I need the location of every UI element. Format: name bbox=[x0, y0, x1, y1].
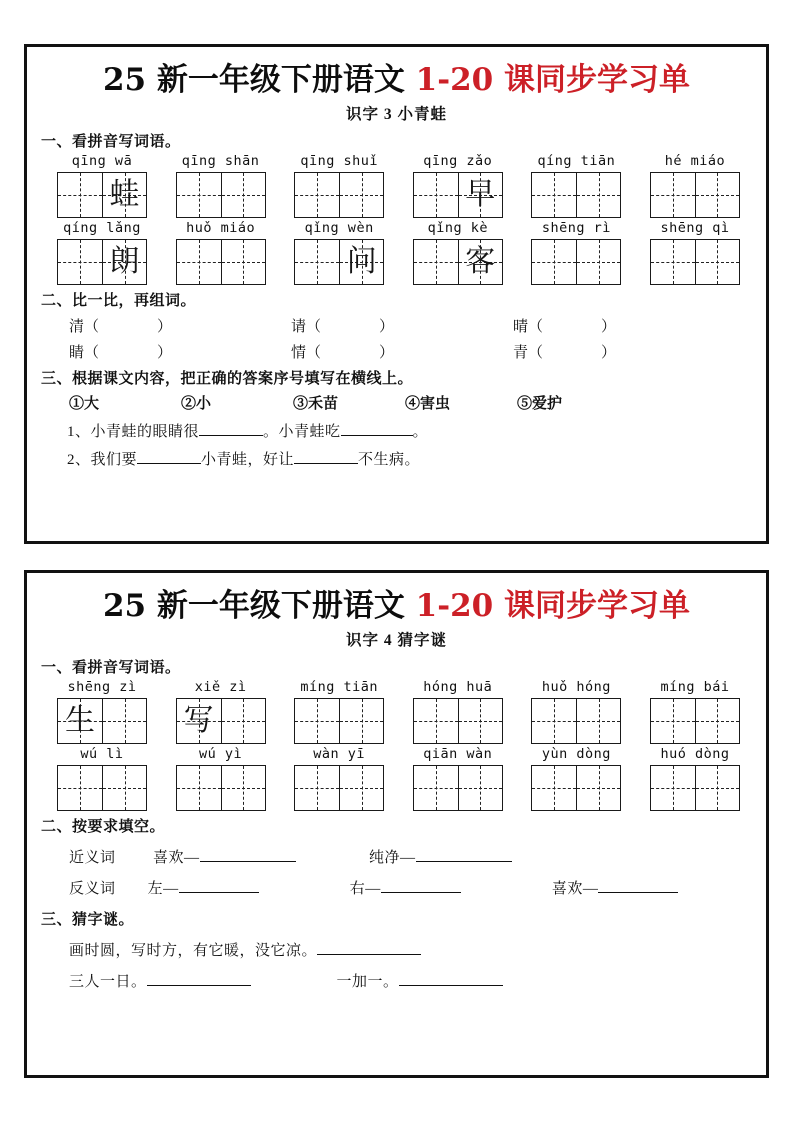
word-unit bbox=[413, 153, 503, 218]
handwritten-character: 生 bbox=[65, 702, 95, 738]
antonym-row bbox=[39, 877, 754, 898]
handwritten-character bbox=[414, 699, 458, 743]
handwritten-character bbox=[340, 766, 383, 810]
handwritten-character bbox=[58, 240, 102, 284]
answer-option[interactable]: ②小 bbox=[181, 395, 212, 412]
handwritten-character bbox=[103, 766, 146, 810]
compare-char: 晴（ bbox=[513, 318, 544, 335]
tianzige-cell[interactable] bbox=[221, 699, 265, 743]
pinyin-word-row bbox=[39, 746, 754, 811]
riddle-text: 三人一日。 bbox=[69, 973, 147, 990]
sentence-part: 小青蛙，好让 bbox=[201, 451, 295, 468]
tianzige-cell[interactable] bbox=[295, 240, 339, 284]
word-unit bbox=[176, 220, 266, 285]
worksheet-subtitle-2: 识字 4 猜字谜 bbox=[345, 631, 447, 649]
worksheet-panel-2 bbox=[24, 570, 769, 1078]
tianzige-cell[interactable] bbox=[576, 699, 620, 743]
compare-item[interactable] bbox=[291, 315, 513, 336]
tianzige-cell[interactable] bbox=[58, 173, 102, 217]
pinyin-label: hóng huā bbox=[423, 678, 493, 695]
tianzige-grid[interactable] bbox=[650, 698, 740, 744]
tianzige-grid[interactable] bbox=[57, 765, 147, 811]
tianzige-cell[interactable] bbox=[414, 699, 458, 743]
antonym-item bbox=[350, 877, 552, 898]
riddle-text: 画时圆，写时方，有它暖，没它凉。 bbox=[69, 942, 318, 959]
handwritten-character: 朗 bbox=[109, 243, 140, 279]
compare-close-paren: ） bbox=[157, 344, 173, 361]
answer-blank[interactable] bbox=[598, 892, 678, 893]
handwritten-character bbox=[222, 240, 265, 284]
handwritten-character bbox=[696, 766, 739, 810]
word-unit bbox=[531, 220, 621, 285]
prompt-word: 喜欢— bbox=[153, 849, 200, 866]
tianzige-cell[interactable] bbox=[102, 766, 146, 810]
answer-blank[interactable] bbox=[381, 892, 461, 893]
handwritten-character bbox=[414, 766, 458, 810]
tianzige-cell[interactable] bbox=[532, 699, 576, 743]
pinyin-label: huó dòng bbox=[660, 745, 730, 762]
tianzige-grid[interactable] bbox=[531, 765, 621, 811]
pinyin-label: míng tiān bbox=[300, 678, 379, 695]
compare-item[interactable] bbox=[69, 315, 291, 336]
synonym-row bbox=[39, 846, 754, 867]
compare-item[interactable] bbox=[291, 341, 513, 362]
section-heading-2-3: 三、猜字谜。 bbox=[41, 911, 135, 928]
handwritten-character bbox=[103, 699, 146, 743]
pinyin-label: qīng wā bbox=[71, 152, 133, 169]
answer-option[interactable]: ④害虫 bbox=[405, 395, 451, 412]
pinyin-label: shēng zì bbox=[67, 678, 137, 695]
compare-close-paren: ） bbox=[157, 318, 173, 335]
handwritten-character bbox=[295, 699, 339, 743]
word-unit bbox=[413, 679, 503, 744]
riddle-second-group bbox=[337, 970, 503, 991]
handwritten-character bbox=[577, 699, 620, 743]
tianzige-grid[interactable] bbox=[413, 698, 503, 744]
word-unit bbox=[176, 679, 266, 744]
handwritten-character bbox=[459, 699, 502, 743]
tianzige-cell[interactable] bbox=[576, 173, 620, 217]
word-unit bbox=[57, 153, 147, 218]
prompt-word: 纯净— bbox=[369, 849, 416, 866]
pinyin-label: qǐng kè bbox=[427, 219, 488, 236]
section-heading-1-1: 一、看拼音写词语。 bbox=[41, 133, 181, 150]
handwritten-character bbox=[177, 173, 221, 217]
word-unit bbox=[294, 679, 384, 744]
section-heading-2-2: 二、按要求填空。 bbox=[41, 818, 166, 835]
answer-blank[interactable] bbox=[399, 985, 503, 986]
tianzige-cell[interactable] bbox=[651, 240, 695, 284]
antonym-item bbox=[148, 877, 350, 898]
answer-blank[interactable] bbox=[137, 463, 201, 464]
pinyin-label: qīng shuǐ bbox=[300, 152, 379, 169]
answer-option[interactable]: ③禾苗 bbox=[293, 395, 339, 412]
tianzige-cell[interactable] bbox=[651, 173, 695, 217]
word-unit bbox=[294, 220, 384, 285]
answer-blank[interactable] bbox=[199, 435, 263, 436]
compare-char: 清（ bbox=[69, 318, 100, 335]
tianzige-grid[interactable] bbox=[531, 698, 621, 744]
handwritten-character bbox=[651, 699, 695, 743]
worksheet-title-1 bbox=[39, 63, 754, 98]
tianzige-cell[interactable] bbox=[576, 766, 620, 810]
compare-item[interactable] bbox=[513, 341, 735, 362]
tianzige-cell[interactable] bbox=[414, 766, 458, 810]
section-heading-1-2: 二、比一比，再组词。 bbox=[41, 292, 197, 309]
handwritten-character bbox=[651, 240, 695, 284]
tianzige-cell[interactable] bbox=[651, 766, 695, 810]
compare-item[interactable] bbox=[513, 315, 735, 336]
synonym-item bbox=[153, 846, 369, 867]
antonym-item bbox=[552, 877, 754, 898]
compare-close-paren: ） bbox=[379, 344, 395, 361]
tianzige-cell[interactable] bbox=[458, 240, 502, 284]
handwritten-character bbox=[340, 173, 383, 217]
tianzige-grid[interactable] bbox=[176, 698, 266, 744]
pinyin-label: qíng lǎng bbox=[63, 219, 141, 236]
prompt-word: 喜欢— bbox=[551, 880, 599, 897]
tianzige-cell[interactable] bbox=[532, 240, 576, 284]
handwritten-character bbox=[295, 240, 339, 284]
word-unit bbox=[294, 746, 384, 811]
word-unit bbox=[57, 220, 147, 285]
tianzige-cell[interactable] bbox=[177, 240, 221, 284]
tianzige-grid[interactable] bbox=[57, 698, 147, 744]
word-unit bbox=[57, 679, 147, 744]
tianzige-grid[interactable] bbox=[294, 172, 384, 218]
tianzige-cell[interactable] bbox=[221, 173, 265, 217]
tianzige-cell[interactable] bbox=[295, 173, 339, 217]
handwritten-character bbox=[295, 173, 339, 217]
handwritten-character bbox=[577, 766, 620, 810]
tianzige-cell[interactable] bbox=[102, 699, 146, 743]
tianzige-cell[interactable] bbox=[58, 766, 102, 810]
tianzige-grid[interactable] bbox=[57, 239, 147, 285]
pinyin-label: wú lì bbox=[80, 745, 124, 762]
tianzige-grid[interactable] bbox=[650, 765, 740, 811]
tianzige-cell[interactable] bbox=[651, 699, 695, 743]
tianzige-cell[interactable] bbox=[695, 766, 739, 810]
pinyin-label: shēng qì bbox=[660, 219, 730, 236]
compare-char: 睛（ bbox=[69, 344, 100, 361]
answer-blank[interactable] bbox=[416, 861, 512, 862]
worksheet-title-red-2: 1-20 课同步学习单 bbox=[415, 588, 691, 624]
antonym-label: 反义词 bbox=[69, 880, 116, 897]
handwritten-character bbox=[532, 173, 576, 217]
pinyin-word-row bbox=[39, 679, 754, 744]
tianzige-grid[interactable] bbox=[57, 172, 147, 218]
pinyin-label: qiān wàn bbox=[423, 745, 493, 762]
answer-blank[interactable] bbox=[317, 954, 421, 955]
tianzige-cell[interactable] bbox=[414, 173, 458, 217]
synonym-item bbox=[369, 846, 585, 867]
worksheet-title-red-1: 1-20 课同步学习单 bbox=[415, 62, 691, 98]
tianzige-grid[interactable] bbox=[531, 239, 621, 285]
tianzige-grid[interactable] bbox=[176, 765, 266, 811]
handwritten-character bbox=[459, 766, 502, 810]
tianzige-grid[interactable] bbox=[294, 765, 384, 811]
tianzige-cell[interactable] bbox=[102, 240, 146, 284]
tianzige-cell[interactable] bbox=[102, 173, 146, 217]
fill-in-sentence bbox=[39, 448, 754, 469]
handwritten-character bbox=[651, 173, 695, 217]
fill-in-sentence bbox=[39, 420, 754, 441]
tianzige-cell[interactable] bbox=[339, 766, 383, 810]
handwritten-character bbox=[340, 699, 383, 743]
tianzige-cell[interactable] bbox=[221, 240, 265, 284]
word-unit bbox=[57, 746, 147, 811]
prompt-word: 左— bbox=[147, 880, 179, 897]
tianzige-grid[interactable] bbox=[176, 172, 266, 218]
tianzige-cell[interactable] bbox=[532, 173, 576, 217]
tianzige-grid[interactable] bbox=[650, 239, 740, 285]
tianzige-cell[interactable] bbox=[177, 766, 221, 810]
handwritten-character: 写 bbox=[183, 702, 214, 738]
tianzige-grid[interactable] bbox=[413, 172, 503, 218]
tianzige-cell[interactable] bbox=[295, 766, 339, 810]
worksheet-title-black-1: 25 新一年级下册语文 bbox=[102, 62, 416, 98]
riddle-text: 一加一。 bbox=[336, 973, 399, 990]
tianzige-cell[interactable] bbox=[295, 699, 339, 743]
handwritten-character: 蛙 bbox=[109, 176, 140, 212]
compare-word-row bbox=[39, 341, 754, 362]
pinyin-label: wàn yī bbox=[313, 745, 366, 762]
handwritten-character bbox=[414, 173, 458, 217]
tianzige-cell[interactable] bbox=[339, 240, 383, 284]
word-unit bbox=[413, 220, 503, 285]
tianzige-cell[interactable] bbox=[695, 173, 739, 217]
handwritten-character bbox=[696, 699, 739, 743]
word-unit bbox=[650, 153, 740, 218]
tianzige-cell[interactable] bbox=[458, 766, 502, 810]
tianzige-grid[interactable] bbox=[294, 698, 384, 744]
handwritten-character bbox=[532, 240, 576, 284]
section-heading-1-3: 三、根据课文内容，把正确的答案序号填写在横线上。 bbox=[41, 370, 414, 387]
pinyin-label: hé miáo bbox=[664, 152, 726, 169]
compare-word-row bbox=[39, 315, 754, 336]
handwritten-character: 问 bbox=[346, 243, 377, 279]
word-unit bbox=[531, 679, 621, 744]
pinyin-label: míng bái bbox=[660, 678, 730, 695]
synonym-label: 近义词 bbox=[69, 849, 116, 866]
word-unit bbox=[531, 153, 621, 218]
tianzige-grid[interactable] bbox=[413, 765, 503, 811]
tianzige-cell[interactable] bbox=[58, 699, 102, 743]
tianzige-grid[interactable] bbox=[176, 239, 266, 285]
answer-blank[interactable] bbox=[147, 985, 251, 986]
riddle-line bbox=[39, 939, 754, 960]
sentence-part: 。 bbox=[412, 423, 429, 440]
answer-option[interactable]: ①大 bbox=[69, 395, 100, 412]
word-unit bbox=[176, 746, 266, 811]
handwritten-character bbox=[222, 766, 265, 810]
handwritten-character bbox=[651, 766, 695, 810]
tianzige-cell[interactable] bbox=[576, 240, 620, 284]
prompt-word: 右— bbox=[349, 880, 381, 897]
handwritten-character bbox=[577, 173, 620, 217]
compare-char: 情（ bbox=[291, 344, 322, 361]
tianzige-cell[interactable] bbox=[58, 240, 102, 284]
tianzige-grid[interactable] bbox=[294, 239, 384, 285]
compare-char: 请（ bbox=[291, 318, 322, 335]
sentence-part: 2、我们要 bbox=[67, 451, 138, 468]
tianzige-cell[interactable] bbox=[414, 240, 458, 284]
tianzige-cell[interactable] bbox=[177, 699, 221, 743]
pinyin-label: huǒ hóng bbox=[541, 678, 611, 695]
pinyin-label: xiě zì bbox=[194, 678, 247, 695]
tianzige-grid[interactable] bbox=[413, 239, 503, 285]
pinyin-label: qíng tiān bbox=[537, 152, 616, 169]
pinyin-label: qǐng wèn bbox=[304, 219, 374, 236]
sentence-part: 不生病。 bbox=[358, 451, 421, 468]
word-unit bbox=[531, 746, 621, 811]
handwritten-character bbox=[414, 240, 458, 284]
pinyin-label: wú yì bbox=[199, 745, 243, 762]
tianzige-cell[interactable] bbox=[339, 173, 383, 217]
riddle-line bbox=[39, 970, 754, 991]
tianzige-grid[interactable] bbox=[531, 172, 621, 218]
word-unit bbox=[650, 679, 740, 744]
handwritten-character bbox=[532, 699, 576, 743]
worksheet-subtitle-1: 识字 3 小青蛙 bbox=[345, 105, 447, 123]
compare-item[interactable] bbox=[69, 341, 291, 362]
word-unit bbox=[650, 746, 740, 811]
tianzige-cell[interactable] bbox=[695, 240, 739, 284]
word-unit bbox=[294, 153, 384, 218]
handwritten-character: 客 bbox=[465, 243, 496, 279]
word-unit bbox=[413, 746, 503, 811]
pinyin-label: shēng rì bbox=[541, 219, 611, 236]
tianzige-cell[interactable] bbox=[695, 699, 739, 743]
section-heading-2-1: 一、看拼音写词语。 bbox=[41, 659, 181, 676]
compare-char: 青（ bbox=[513, 344, 544, 361]
answer-blank[interactable] bbox=[200, 861, 296, 862]
handwritten-character bbox=[177, 766, 221, 810]
worksheet-title-black-2: 25 新一年级下册语文 bbox=[102, 588, 416, 624]
worksheet-panel-1 bbox=[24, 44, 769, 544]
sentence-part: 1、小青蛙的眼睛很 bbox=[67, 423, 200, 440]
answer-blank[interactable] bbox=[294, 463, 358, 464]
handwritten-character bbox=[58, 766, 102, 810]
compare-close-paren: ） bbox=[379, 318, 395, 335]
answer-blank[interactable] bbox=[341, 435, 413, 436]
handwritten-character bbox=[577, 240, 620, 284]
worksheet-title-2 bbox=[39, 589, 754, 624]
handwritten-character bbox=[532, 766, 576, 810]
word-unit bbox=[176, 153, 266, 218]
pinyin-label: qīng zǎo bbox=[423, 152, 493, 169]
pinyin-word-row bbox=[39, 153, 754, 218]
sentence-part: 。小青蛙吃 bbox=[263, 423, 341, 440]
handwritten-character bbox=[696, 173, 739, 217]
handwritten-character bbox=[222, 173, 265, 217]
tianzige-cell[interactable] bbox=[339, 699, 383, 743]
answer-options-row bbox=[39, 392, 754, 413]
handwritten-character bbox=[222, 699, 265, 743]
handwritten-character bbox=[177, 240, 221, 284]
pinyin-word-row bbox=[39, 220, 754, 285]
handwritten-character bbox=[58, 173, 102, 217]
tianzige-cell[interactable] bbox=[177, 173, 221, 217]
tianzige-grid[interactable] bbox=[650, 172, 740, 218]
handwritten-character bbox=[696, 240, 739, 284]
handwritten-character: 早 bbox=[465, 176, 496, 212]
tianzige-cell[interactable] bbox=[221, 766, 265, 810]
tianzige-cell[interactable] bbox=[458, 699, 502, 743]
word-unit bbox=[650, 220, 740, 285]
answer-option[interactable]: ⑤爱护 bbox=[517, 395, 563, 412]
handwritten-character bbox=[295, 766, 339, 810]
compare-close-paren: ） bbox=[601, 318, 617, 335]
tianzige-cell[interactable] bbox=[532, 766, 576, 810]
pinyin-label: yùn dòng bbox=[541, 745, 611, 762]
compare-close-paren: ） bbox=[601, 344, 617, 361]
pinyin-label: qīng shān bbox=[181, 152, 260, 169]
pinyin-label: huǒ miáo bbox=[186, 219, 256, 236]
answer-blank[interactable] bbox=[179, 892, 259, 893]
tianzige-cell[interactable] bbox=[458, 173, 502, 217]
